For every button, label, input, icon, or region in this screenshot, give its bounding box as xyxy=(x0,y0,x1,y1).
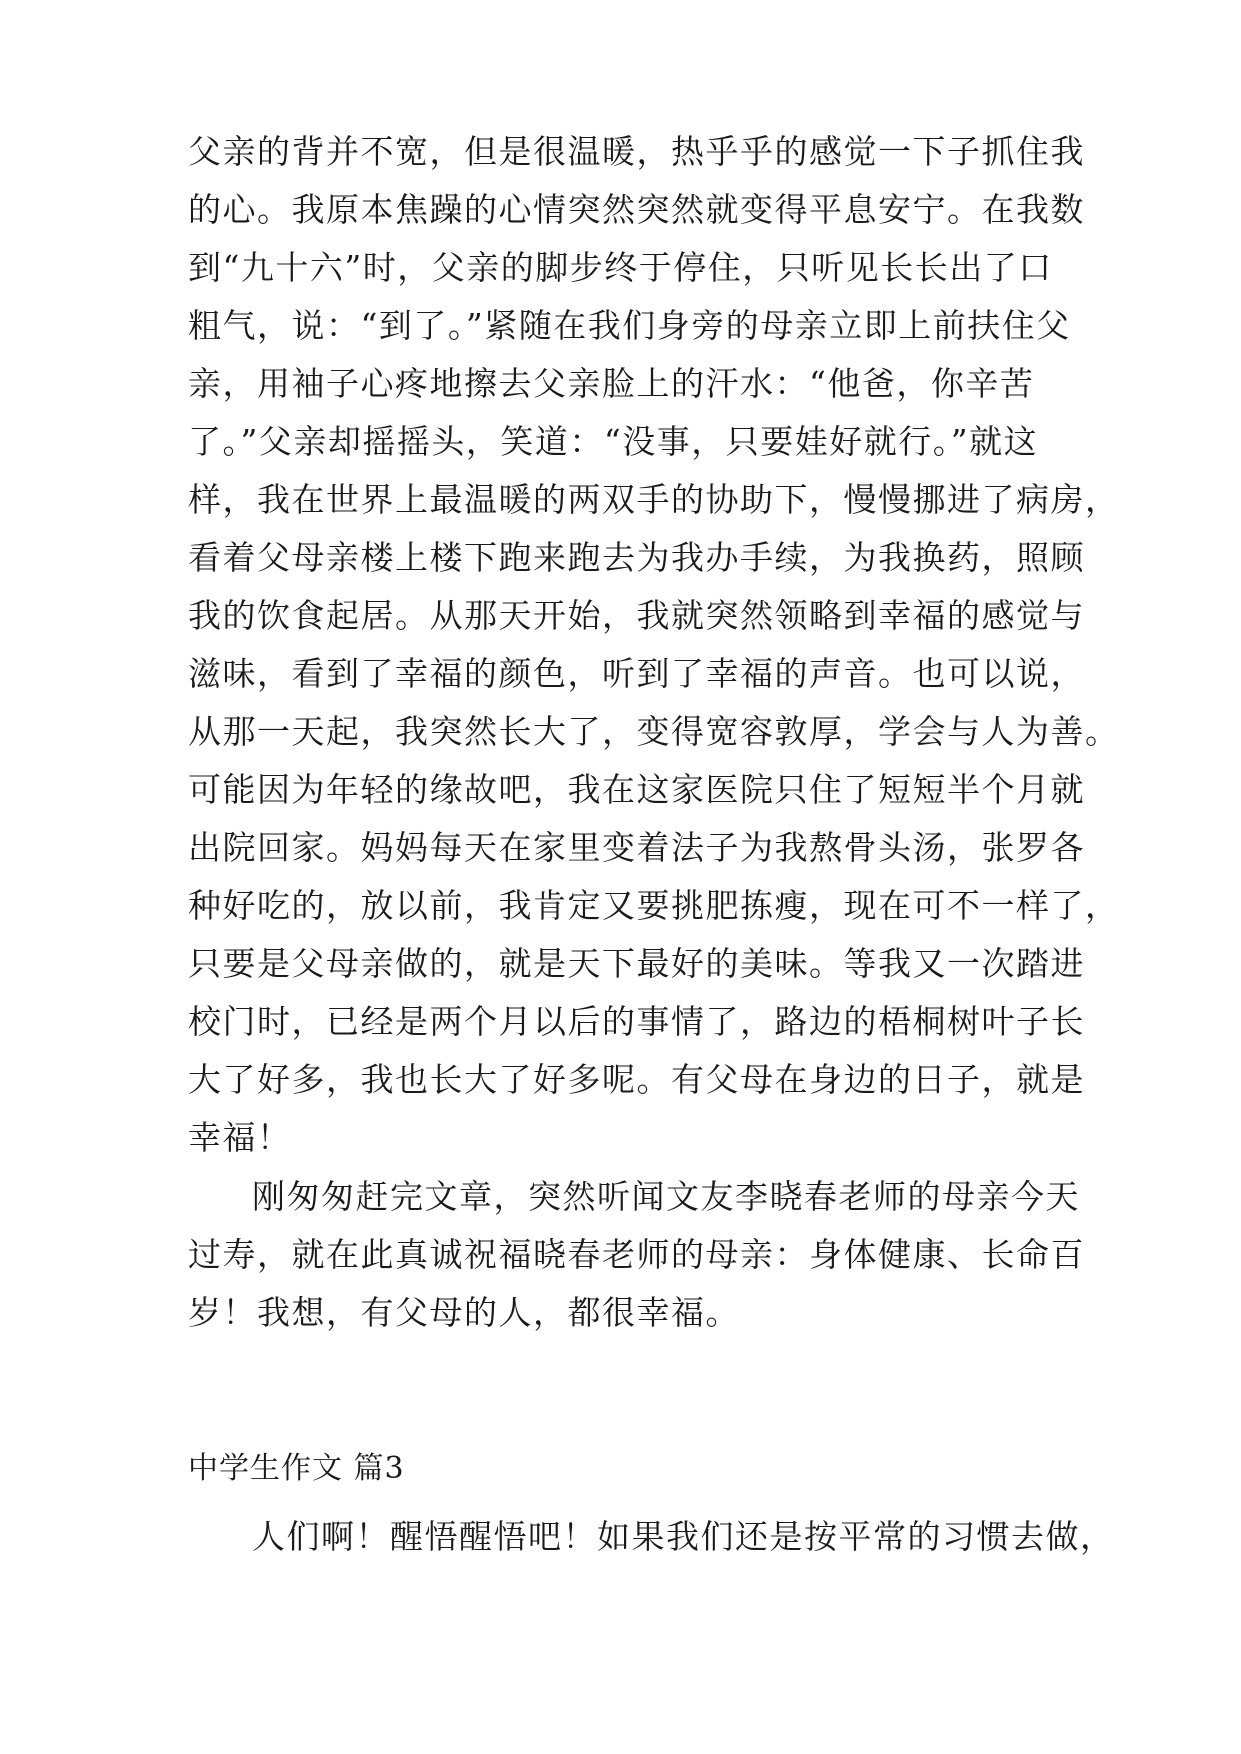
text-line: 滋味，看到了幸福的颜色，听到了幸福的声音。也可以说， xyxy=(188,654,1085,693)
text-line: 出院回家。妈妈每天在家里变着法子为我熬骨头汤，张罗各 xyxy=(188,828,1085,867)
text-line: 父亲的背并不宽，但是很温暖，热乎乎的感觉一下子抓住我 xyxy=(188,132,1085,171)
text-line: 岁！我想，有父母的人，都很幸福。 xyxy=(188,1293,740,1332)
paragraph-3 xyxy=(188,1508,1115,1566)
text-line: 人们啊！醒悟醒悟吧！如果我们还是按平常的习惯去做， xyxy=(252,1517,1115,1556)
text-line: 看着父母亲楼上楼下跑来跑去为我办手续，为我换药，照顾 xyxy=(188,538,1085,577)
section-heading: 中学生作文 篇3 xyxy=(188,1451,405,1486)
paragraph-2 xyxy=(188,1168,1085,1342)
text-line: 了。”父亲却摇摇头，笑道：“没事，只要娃好就行。”就这 xyxy=(188,422,1039,461)
text-line: 到“九十六”时，父亲的脚步终于停住，只听见长长出了口 xyxy=(188,248,1053,287)
text-line: 样，我在世界上最温暖的两双手的协助下，慢慢挪进了病房， xyxy=(188,480,1120,519)
text-line: 我的饮食起居。从那天开始，我就突然领略到幸福的感觉与 xyxy=(188,596,1085,635)
text-line: 粗气，说：“到了。”紧随在我们身旁的母亲立即上前扶住父 xyxy=(188,306,1071,345)
text-line: 的心。我原本焦躁的心情突然突然就变得平息安宁。在我数 xyxy=(188,190,1085,229)
text-line: 只要是父母亲做的，就是天下最好的美味。等我又一次踏进 xyxy=(188,944,1085,983)
text-line: 过寿，就在此真诚祝福晓春老师的母亲：身体健康、长命百 xyxy=(188,1235,1085,1274)
text-line: 可能因为年轻的缘故吧，我在这家医院只住了短短半个月就 xyxy=(188,770,1085,809)
text-line: 刚匆匆赶完文章，突然听闻文友李晓春老师的母亲今天 xyxy=(252,1177,1080,1216)
text-line: 亲，用袖子心疼地擦去父亲脸上的汗水：“他爸，你辛苦 xyxy=(188,364,1035,403)
text-line: 校门时，已经是两个月以后的事情了，路边的梧桐树叶子长 xyxy=(188,1002,1085,1041)
text-line: 种好吃的，放以前，我肯定又要挑肥拣瘦，现在可不一样了， xyxy=(188,886,1120,925)
paragraph-1 xyxy=(188,123,1120,1167)
text-line: 幸福！ xyxy=(188,1118,292,1157)
text-line: 大了好多，我也长大了好多呢。有父母在身边的日子，就是 xyxy=(188,1060,1085,1099)
text-line: 从那一天起，我突然长大了，变得宽容敦厚，学会与人为善。 xyxy=(188,712,1120,751)
